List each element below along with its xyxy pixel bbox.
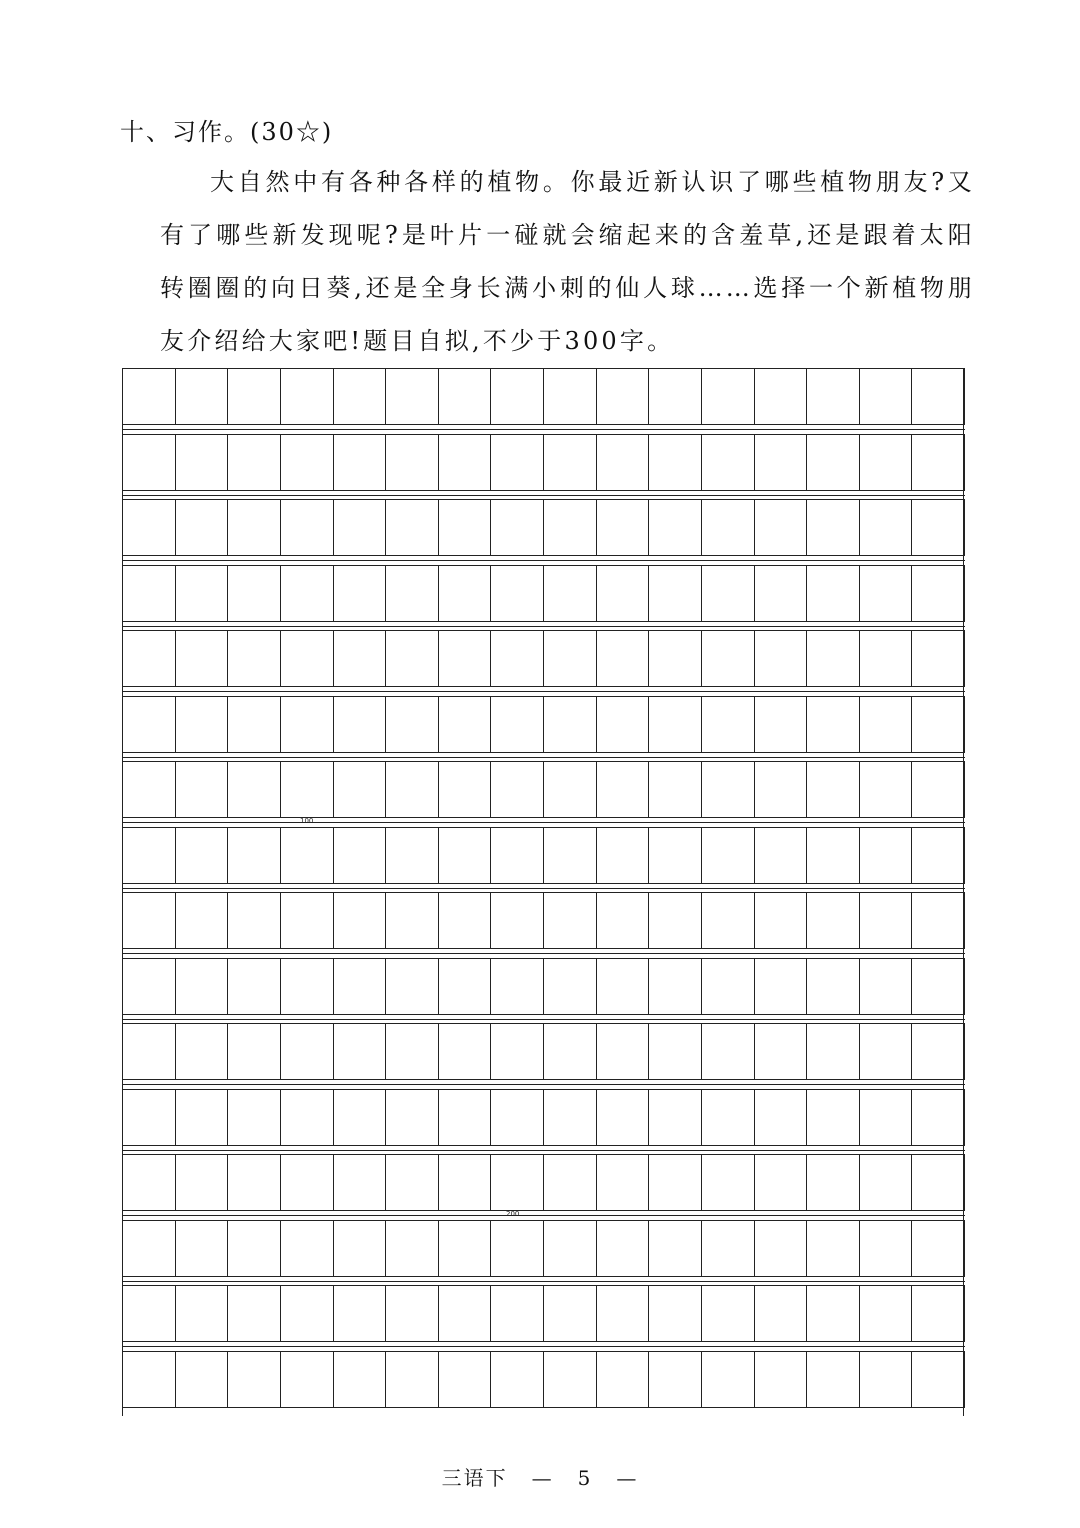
grid-cell[interactable] (439, 1155, 492, 1210)
grid-cell[interactable] (649, 1024, 702, 1079)
grid-cell[interactable] (491, 1155, 544, 1210)
grid-cell[interactable] (649, 1352, 702, 1407)
grid-cell[interactable] (176, 500, 229, 555)
footer-dash-right: — (616, 1466, 639, 1490)
grid-row (122, 630, 965, 687)
row-separator-line (122, 1281, 965, 1282)
grid-cell[interactable] (597, 828, 650, 883)
grid-cell[interactable] (439, 369, 492, 424)
grid-cell[interactable] (439, 435, 492, 490)
footer-subject: 三语下 (441, 1466, 508, 1490)
grid-cell[interactable] (281, 500, 334, 555)
grid-cell[interactable] (176, 435, 229, 490)
grid-cell[interactable] (386, 959, 439, 1014)
grid-cell[interactable] (860, 1352, 913, 1407)
grid-cell[interactable] (860, 500, 913, 555)
grid-cell[interactable] (123, 893, 176, 948)
row-separator-line (122, 822, 965, 823)
grid-cell[interactable] (386, 893, 439, 948)
section-heading: 十、习作。(30☆) (120, 118, 334, 146)
grid-cell[interactable] (176, 566, 229, 621)
row-separator-line (122, 888, 965, 889)
grid-cell[interactable] (597, 435, 650, 490)
grid-cell[interactable] (755, 435, 808, 490)
grid-cell[interactable] (649, 500, 702, 555)
grid-cell[interactable] (807, 1090, 860, 1145)
grid-cell[interactable] (439, 566, 492, 621)
grid-cell[interactable] (228, 1286, 281, 1341)
grid-cell[interactable] (334, 369, 387, 424)
row-separator-line (122, 953, 965, 954)
grid-cell[interactable] (281, 697, 334, 752)
grid-cell[interactable] (334, 435, 387, 490)
grid-cell[interactable] (281, 369, 334, 424)
grid-cell[interactable] (544, 959, 597, 1014)
grid-cell[interactable] (649, 828, 702, 883)
grid-cell[interactable] (491, 631, 544, 686)
grid-cell[interactable] (176, 1352, 229, 1407)
grid-cell[interactable] (491, 762, 544, 817)
grid-cell[interactable] (807, 435, 860, 490)
grid-cell[interactable] (281, 566, 334, 621)
row-separator-line (122, 1215, 965, 1216)
grid-cell[interactable] (597, 1024, 650, 1079)
grid-cell[interactable] (860, 697, 913, 752)
grid-cell[interactable] (755, 1090, 808, 1145)
grid-cell[interactable] (386, 631, 439, 686)
grid-cell[interactable] (123, 1024, 176, 1079)
grid-cell[interactable] (228, 762, 281, 817)
grid-cell[interactable] (334, 893, 387, 948)
grid-cell[interactable] (281, 1155, 334, 1210)
grid-cell[interactable] (807, 828, 860, 883)
grid-cell[interactable] (491, 1352, 544, 1407)
grid-side-line (963, 368, 964, 1416)
grid-cell[interactable] (860, 1024, 913, 1079)
word-count-mark-100: 100 (300, 817, 314, 825)
grid-cell[interactable] (755, 1155, 808, 1210)
grid-cell[interactable] (649, 1090, 702, 1145)
grid-cell[interactable] (491, 435, 544, 490)
grid-cell[interactable] (439, 893, 492, 948)
row-separator-line (122, 429, 965, 430)
grid-cell[interactable] (544, 697, 597, 752)
footer-dash-left: — (531, 1466, 554, 1490)
grid-cell[interactable] (912, 435, 964, 490)
grid-cell[interactable] (912, 828, 964, 883)
grid-cell[interactable] (755, 1286, 808, 1341)
grid-cell[interactable] (755, 1221, 808, 1276)
grid-cell[interactable] (912, 631, 964, 686)
grid-cell[interactable] (228, 1221, 281, 1276)
grid-row (122, 761, 965, 818)
grid-cell[interactable] (439, 1090, 492, 1145)
grid-cell[interactable] (755, 631, 808, 686)
grid-cell[interactable] (281, 1024, 334, 1079)
grid-cell[interactable] (176, 1090, 229, 1145)
grid-cell[interactable] (860, 1155, 913, 1210)
grid-cell[interactable] (228, 369, 281, 424)
grid-cell[interactable] (860, 369, 913, 424)
grid-cell[interactable] (702, 435, 755, 490)
grid-cell[interactable] (755, 959, 808, 1014)
grid-cell[interactable] (912, 697, 964, 752)
grid-cell[interactable] (334, 1286, 387, 1341)
grid-cell[interactable] (597, 1221, 650, 1276)
grid-cell[interactable] (491, 828, 544, 883)
grid-cell[interactable] (176, 1286, 229, 1341)
grid-cell[interactable] (228, 959, 281, 1014)
grid-cell[interactable] (912, 369, 964, 424)
grid-cell[interactable] (281, 631, 334, 686)
grid-cell[interactable] (386, 1155, 439, 1210)
grid-cell[interactable] (544, 893, 597, 948)
row-separator-line (122, 626, 965, 627)
grid-cell[interactable] (123, 1286, 176, 1341)
grid-cell[interactable] (491, 1286, 544, 1341)
grid-row (122, 958, 965, 1015)
grid-cell[interactable] (702, 566, 755, 621)
grid-cell[interactable] (702, 959, 755, 1014)
grid-cell[interactable] (544, 1024, 597, 1079)
grid-cell[interactable] (334, 762, 387, 817)
grid-cell[interactable] (755, 762, 808, 817)
grid-cell[interactable] (860, 1221, 913, 1276)
grid-cell[interactable] (281, 1090, 334, 1145)
grid-cell[interactable] (807, 369, 860, 424)
grid-cell[interactable] (702, 697, 755, 752)
grid-cell[interactable] (386, 1024, 439, 1079)
grid-cell[interactable] (491, 959, 544, 1014)
grid-cell[interactable] (755, 1024, 808, 1079)
grid-cell[interactable] (491, 500, 544, 555)
grid-cell[interactable] (123, 566, 176, 621)
grid-cell[interactable] (386, 566, 439, 621)
grid-row (122, 827, 965, 884)
grid-cell[interactable] (281, 959, 334, 1014)
grid-cell[interactable] (860, 762, 913, 817)
grid-cell[interactable] (544, 1221, 597, 1276)
composition-grid[interactable] (122, 368, 965, 1416)
grid-cell[interactable] (439, 500, 492, 555)
grid-cell[interactable] (281, 762, 334, 817)
grid-cell[interactable] (597, 369, 650, 424)
grid-cell[interactable] (544, 369, 597, 424)
row-separator-line (122, 691, 965, 692)
grid-cell[interactable] (702, 1024, 755, 1079)
grid-cell[interactable] (334, 566, 387, 621)
grid-cell[interactable] (176, 369, 229, 424)
grid-row (122, 1220, 965, 1277)
grid-cell[interactable] (912, 893, 964, 948)
grid-cell[interactable] (281, 1221, 334, 1276)
grid-cell[interactable] (912, 1286, 964, 1341)
grid-row (122, 1285, 965, 1342)
grid-row (122, 565, 965, 622)
grid-cell[interactable] (597, 1155, 650, 1210)
grid-cell[interactable] (123, 631, 176, 686)
grid-row (122, 434, 965, 491)
grid-cell[interactable] (649, 893, 702, 948)
grid-cell[interactable] (176, 959, 229, 1014)
grid-cell[interactable] (912, 1090, 964, 1145)
grid-cell[interactable] (702, 1221, 755, 1276)
grid-row (122, 892, 965, 949)
row-separator-line (122, 495, 965, 496)
grid-cell[interactable] (860, 435, 913, 490)
grid-cell[interactable] (123, 435, 176, 490)
grid-cell[interactable] (860, 828, 913, 883)
grid-cell[interactable] (702, 369, 755, 424)
grid-cell[interactable] (491, 566, 544, 621)
grid-cell[interactable] (386, 435, 439, 490)
grid-cell[interactable] (649, 1286, 702, 1341)
grid-cell[interactable] (176, 1221, 229, 1276)
grid-cell[interactable] (176, 893, 229, 948)
grid-cell[interactable] (228, 631, 281, 686)
grid-cell[interactable] (386, 828, 439, 883)
grid-cell[interactable] (281, 435, 334, 490)
grid-cell[interactable] (439, 1352, 492, 1407)
grid-cell[interactable] (386, 1221, 439, 1276)
grid-cell[interactable] (649, 959, 702, 1014)
grid-cell[interactable] (755, 369, 808, 424)
grid-cell[interactable] (176, 762, 229, 817)
grid-cell[interactable] (176, 1024, 229, 1079)
grid-cell[interactable] (860, 959, 913, 1014)
grid-cell[interactable] (334, 631, 387, 686)
grid-cell[interactable] (334, 1024, 387, 1079)
grid-cell[interactable] (386, 762, 439, 817)
grid-cell[interactable] (649, 435, 702, 490)
grid-row (122, 1154, 965, 1211)
grid-cell[interactable] (123, 1221, 176, 1276)
grid-cell[interactable] (334, 697, 387, 752)
grid-cell[interactable] (807, 893, 860, 948)
grid-cell[interactable] (228, 1352, 281, 1407)
grid-cell[interactable] (544, 1352, 597, 1407)
grid-cell[interactable] (912, 500, 964, 555)
grid-cell[interactable] (123, 762, 176, 817)
grid-cell[interactable] (544, 500, 597, 555)
grid-cell[interactable] (912, 762, 964, 817)
grid-cell[interactable] (439, 762, 492, 817)
grid-cell[interactable] (386, 1090, 439, 1145)
grid-row (122, 1023, 965, 1080)
grid-cell[interactable] (807, 959, 860, 1014)
grid-row (122, 1351, 965, 1408)
grid-cell[interactable] (439, 828, 492, 883)
grid-cell[interactable] (702, 631, 755, 686)
row-separator-line (122, 1346, 965, 1347)
grid-cell[interactable] (912, 1155, 964, 1210)
grid-cell[interactable] (912, 1221, 964, 1276)
grid-cell[interactable] (439, 1286, 492, 1341)
grid-cell[interactable] (386, 500, 439, 555)
grid-cell[interactable] (176, 697, 229, 752)
grid-row (122, 499, 965, 556)
grid-cell[interactable] (228, 697, 281, 752)
grid-cell[interactable] (281, 828, 334, 883)
grid-cell[interactable] (439, 697, 492, 752)
grid-cell[interactable] (123, 959, 176, 1014)
grid-cell[interactable] (228, 1155, 281, 1210)
grid-cell[interactable] (176, 828, 229, 883)
grid-cell[interactable] (649, 631, 702, 686)
grid-cell[interactable] (123, 1155, 176, 1210)
page-footer (0, 1462, 1080, 1491)
grid-cell[interactable] (334, 1352, 387, 1407)
grid-cell[interactable] (597, 1286, 650, 1341)
grid-cell[interactable] (491, 369, 544, 424)
grid-cell[interactable] (860, 631, 913, 686)
grid-cell[interactable] (807, 1352, 860, 1407)
row-separator-line (122, 560, 965, 561)
grid-cell[interactable] (649, 566, 702, 621)
row-separator-line (122, 757, 965, 758)
grid-cell[interactable] (702, 762, 755, 817)
row-separator-line (122, 1150, 965, 1151)
grid-cell[interactable] (702, 500, 755, 555)
grid-cell[interactable] (228, 435, 281, 490)
grid-cell[interactable] (386, 697, 439, 752)
grid-cell[interactable] (597, 1090, 650, 1145)
grid-cell[interactable] (228, 893, 281, 948)
grid-cell[interactable] (597, 762, 650, 817)
grid-cell[interactable] (860, 1090, 913, 1145)
grid-cell[interactable] (755, 893, 808, 948)
grid-cell[interactable] (544, 1090, 597, 1145)
grid-cell[interactable] (807, 1221, 860, 1276)
grid-cell[interactable] (491, 893, 544, 948)
grid-cell[interactable] (807, 631, 860, 686)
grid-cell[interactable] (702, 1286, 755, 1341)
footer-page-number: 5 (577, 1466, 593, 1490)
grid-cell[interactable] (123, 828, 176, 883)
grid-cell[interactable] (649, 1221, 702, 1276)
grid-cell[interactable] (439, 1221, 492, 1276)
grid-cell[interactable] (228, 500, 281, 555)
grid-cell[interactable] (807, 500, 860, 555)
grid-cell[interactable] (702, 1090, 755, 1145)
grid-cell[interactable] (281, 1352, 334, 1407)
grid-cell[interactable] (807, 1024, 860, 1079)
grid-cell[interactable] (491, 1024, 544, 1079)
grid-cell[interactable] (386, 1286, 439, 1341)
grid-cell[interactable] (597, 697, 650, 752)
grid-cell[interactable] (334, 1090, 387, 1145)
grid-cell[interactable] (439, 631, 492, 686)
grid-cell[interactable] (755, 500, 808, 555)
word-count-mark-200: 200 (506, 1210, 520, 1218)
grid-cell[interactable] (807, 762, 860, 817)
grid-cell[interactable] (860, 566, 913, 621)
row-separator-line (122, 1019, 965, 1020)
grid-cell[interactable] (702, 1155, 755, 1210)
grid-cell[interactable] (912, 566, 964, 621)
grid-cell[interactable] (544, 435, 597, 490)
grid-cell[interactable] (281, 893, 334, 948)
row-separator-line (122, 1084, 965, 1085)
grid-cell[interactable] (807, 697, 860, 752)
grid-cell[interactable] (228, 566, 281, 621)
grid-cell[interactable] (123, 697, 176, 752)
grid-cell[interactable] (386, 369, 439, 424)
grid-cell[interactable] (491, 1221, 544, 1276)
grid-cell[interactable] (597, 631, 650, 686)
grid-cell[interactable] (544, 828, 597, 883)
grid-cell[interactable] (649, 762, 702, 817)
grid-cell[interactable] (807, 566, 860, 621)
grid-cell[interactable] (912, 1352, 964, 1407)
grid-cell[interactable] (228, 828, 281, 883)
grid-cell[interactable] (544, 631, 597, 686)
grid-cell[interactable] (228, 1024, 281, 1079)
grid-cell[interactable] (228, 1090, 281, 1145)
grid-cell[interactable] (544, 762, 597, 817)
grid-cell[interactable] (860, 1286, 913, 1341)
grid-cell[interactable] (334, 1221, 387, 1276)
grid-row (122, 368, 965, 425)
grid-cell[interactable] (176, 1155, 229, 1210)
grid-cell[interactable] (702, 1352, 755, 1407)
grid-cell[interactable] (597, 500, 650, 555)
grid-cell[interactable] (649, 369, 702, 424)
grid-cell[interactable] (860, 893, 913, 948)
grid-cell[interactable] (334, 1155, 387, 1210)
grid-cell[interactable] (544, 1286, 597, 1341)
writing-prompt: 大自然中有各种各样的植物。你最近新认识了哪些植物朋友?又有了哪些新发现呢?是叶片一碰就会缩起来的含羞草,还是跟着太阳转圈圈的向日葵,还是全身长满小刺的仙人球……选择一个新植物朋友介绍给大家吧!题目自拟,不少于300字。 (160, 168, 975, 355)
grid-cell[interactable] (439, 1024, 492, 1079)
grid-cell[interactable] (755, 828, 808, 883)
grid-cell[interactable] (597, 959, 650, 1014)
grid-cell[interactable] (281, 1286, 334, 1341)
grid-cell[interactable] (439, 959, 492, 1014)
grid-cell[interactable] (334, 959, 387, 1014)
grid-cell[interactable] (755, 697, 808, 752)
grid-cell[interactable] (176, 631, 229, 686)
grid-cell[interactable] (544, 1155, 597, 1210)
grid-cell[interactable] (597, 1352, 650, 1407)
grid-cell[interactable] (597, 893, 650, 948)
grid-cell[interactable] (491, 697, 544, 752)
grid-cell[interactable] (649, 1155, 702, 1210)
grid-cell[interactable] (702, 828, 755, 883)
grid-cell[interactable] (544, 566, 597, 621)
grid-cell[interactable] (491, 1090, 544, 1145)
grid-row (122, 1089, 965, 1146)
grid-cell[interactable] (123, 369, 176, 424)
grid-cell[interactable] (755, 1352, 808, 1407)
grid-cell[interactable] (912, 959, 964, 1014)
grid-cell[interactable] (912, 1024, 964, 1079)
grid-cell[interactable] (807, 1155, 860, 1210)
grid-cell[interactable] (755, 566, 808, 621)
grid-cell[interactable] (649, 697, 702, 752)
grid-side-line (122, 368, 123, 1416)
grid-cell[interactable] (702, 893, 755, 948)
grid-row (122, 696, 965, 753)
grid-cell[interactable] (123, 1352, 176, 1407)
grid-cell[interactable] (123, 1090, 176, 1145)
grid-cell[interactable] (597, 566, 650, 621)
grid-cell[interactable] (807, 1286, 860, 1341)
grid-cell[interactable] (334, 500, 387, 555)
grid-cell[interactable] (386, 1352, 439, 1407)
grid-cell[interactable] (334, 828, 387, 883)
grid-cell[interactable] (123, 500, 176, 555)
